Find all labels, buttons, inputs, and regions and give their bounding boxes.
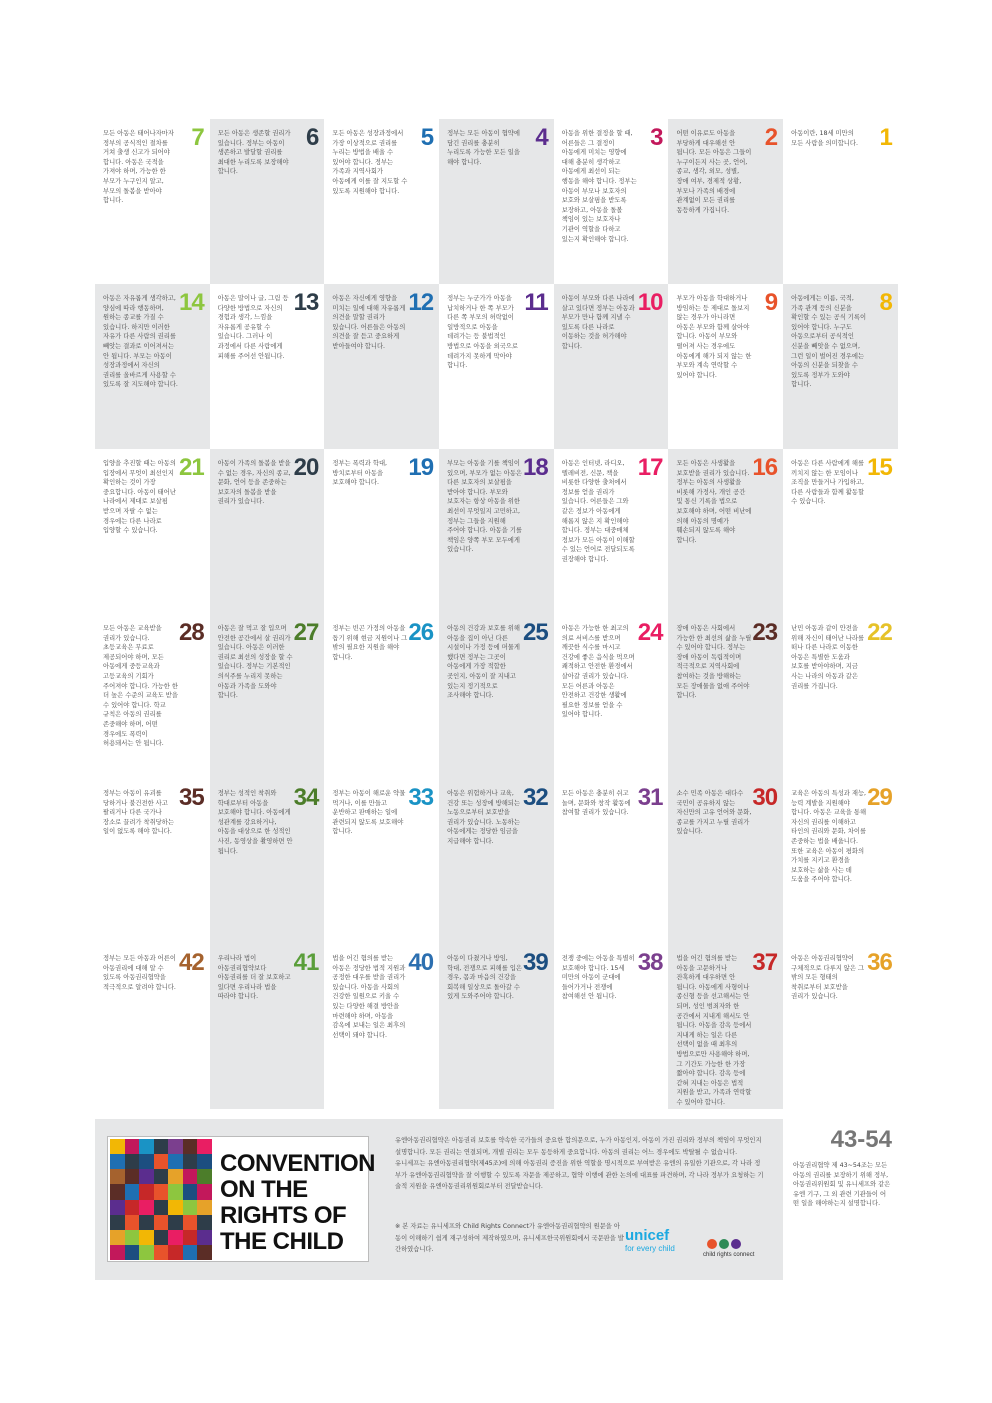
article-text: 아동은 위험하거나 교육, 건강 또는 성장에 방해되는 노동으로부터 보호받을 권리가 있습니다. 노동하는 아동에게는 정당한 임금을 지급해야 합니다. (447, 790, 520, 845)
article-number: 41 (293, 949, 319, 976)
child-rights-connect-logo (703, 1225, 773, 1258)
article-text: 아동이 가족의 돌봄을 받을 수 없는 경우, 자신의 종교, 문화, 언어 등을 존중하는 보호자의 돌봄을 받을 권리가 있습니다. (217, 460, 291, 506)
article-text: 정부는 누군가가 아동을 납치하거나 한 쪽 부모가 다른 쪽 부모의 허락없이 일방적으로 아동을 데려가는 등 불법적인 방법으로 아동을 외국으로 데려가지 못하게 막아야 합니다. (447, 295, 518, 370)
article-cell (554, 779, 669, 944)
article-number: 19 (408, 454, 434, 481)
article-text: 법을 어긴 혐의를 받는 아동은 정당한 법적 지원과 공정한 대우를 받을 권리가 있습니다. 아동을 사회의 건강한 일원으로 키울 수 있는 다양한 해결 방안을 마련해야 하며, 아동을 감옥에 보내는 일은 최후의 선택이 돼야 합니다. (332, 955, 406, 1039)
footer (95, 1119, 898, 1280)
article-number: 30 (752, 784, 778, 811)
article-number: 5 (420, 124, 434, 151)
article-cell (210, 614, 325, 779)
article-number: 38 (637, 949, 663, 976)
article-cell (439, 944, 554, 1109)
article-number: 10 (637, 289, 663, 316)
article-cell (95, 614, 210, 779)
footer-note: ※ 본 자료는 유니세프와 Child Rights Connect가 유엔아동권리협약의 원문을 아동이 이해하기 쉽게 재구성하여 제작하였으며, 유니세프한국위원회에서 국문판을 발간하였습니다. (395, 1223, 624, 1253)
article-number: 16 (752, 454, 778, 481)
article-text: 정부는 폭력과 학대, 방치로부터 아동을 보호해야 합니다. (332, 460, 388, 487)
article-text: 모든 아동은 교육받을 권리가 있습니다. 초등교육은 무료로 제공되어야 하며, 모든 아동에게 중등교육과 고등교육의 기회가 주어져야 합니다. 가능한 한 더 높은 수준의 교육도 받을 수 있어야 합니다. 학교 규칙은 아동의 권리를 존중해야 하며, 어떤 경우에도 폭력이 허용돼서는 안 됩니다. (103, 625, 178, 748)
article-text: 정부는 아동이 해로운 약물 먹거나, 이를 만들고 운반하고 판매하는 일에 관련되지 않도록 보호해야 합니다. (332, 790, 406, 836)
article-cell (95, 449, 210, 614)
article-number: 26 (408, 619, 434, 646)
article-cell (439, 119, 554, 284)
article-text: 정부는 아동이 유괴를 당하거나 불건전한 사고 팔리거나 다른 국가나 장소로 끌려가 착취당하는 일이 없도록 해야 합니다. (103, 790, 174, 836)
article-cell (95, 944, 210, 1109)
article-number: 13 (293, 289, 319, 316)
footer-info-panel (95, 1119, 783, 1280)
article-text: 아동에게는 이름, 국적, 가족 관계 등의 신분을 확인할 수 있는 공식 기록이 있어야 합니다. 누구도 아동으로부터 공식적인 신분을 빼앗을 수 없으며, 그런 일이 벌어진 경우에는 아동의 신분을 되찾을 수 있도록 정부가 도와야 합니다. (791, 295, 867, 389)
articles-range-text: 아동권리협약 제 43~54조는 모든 아동의 권리를 보장하기 위해 정부, 아동권리위원회 및 유니세프와 같은 유엔 기구, 그 외 관련 기관들이 어떤 일을 해야하는지 설명합니다. (793, 1162, 891, 1208)
article-text: 정부는 성적인 착취와 학대로부터 아동을 보호해야 합니다. 아동에게 성관계를 강요하거나, 아동을 대상으로 한 성적인 사진, 동영상을 촬영하면 안 됩니다. (217, 790, 293, 855)
article-number: 15 (867, 454, 892, 481)
article-text: 모든 아동은 성장과정에서 가장 이상적으로 권리를 누리는 방법을 배울 수 있어야 합니다. 정부는 가족과 지역사회가 아동에게 이를 잘 지도할 수 있도록 지원해야 합니다. (332, 130, 408, 195)
article-cell (554, 944, 669, 1109)
article-text: 정부는 모든 아동이 협약에 담긴 권리를 충분히 누리도록 가능한 모든 일을 해야 합니다. (447, 130, 520, 166)
footer-paragraph-2: 유니세프는 유엔아동권리협약(제45조)에 의해 아동권리 증진을 위한 역할을 명시적으로 부여받은 유엔의 유일한 기관으로, 각 나라 정부가 유엔아동권리협약을 잘 이행할 수 있도록 자문을 제공하고, 협약 이행에 관한 논의에 대표를 파견하며, 각 나라 정부가 요청하는 기술적 지원을 유엔아동권리위원회로부터 전달받습니다. (395, 1160, 764, 1190)
article-number: 4 (535, 124, 548, 151)
article-cell (783, 944, 898, 1109)
article-cell (554, 284, 669, 449)
article-cell (439, 284, 554, 449)
article-number: 34 (293, 784, 319, 811)
article-row (95, 779, 898, 944)
article-number: 31 (637, 784, 663, 811)
article-cell (783, 284, 898, 449)
article-text: 부모는 아동을 기를 책임이 있으며, 부모가 없는 아동은 다른 보호자의 보살핌을 받아야 합니다. 부모와 보호자는 항상 아동을 위한 최선이 무엇일지 고민하고, 정부는 그들을 지원해 주어야 합니다. 아동을 기를 책임은 양쪽 부모 모두에게 있습니다. (447, 460, 522, 554)
article-text: 입양을 추진할 때는 아동의 입장에서 무엇이 최선인지 확인하는 것이 가장 중요합니다. 아동이 태어난 나라에서 제대로 보살핌 받으며 자랄 수 없는 경우에는 다른 나라로 입양할 수 있습니다. (103, 460, 176, 535)
article-cell (668, 119, 783, 284)
article-row (95, 944, 898, 1109)
article-cell (783, 449, 898, 614)
unicef-logo (625, 1227, 695, 1253)
article-row (95, 449, 898, 614)
article-row (95, 284, 898, 449)
article-cell (783, 779, 898, 944)
article-cell (324, 614, 439, 779)
article-cell (95, 779, 210, 944)
article-text: 아동의 건강과 보호를 위해 아동을 집이 아닌 다른 시설이나 가정 등에 머물게 했다면 정부는 그곳이 아동에게 가장 적합한 곳인지, 아동이 잘 지내고 있는지 정기적으로 조사해야 합니다. (447, 625, 520, 700)
article-number: 42 (178, 949, 204, 976)
article-cell (668, 284, 783, 449)
article-number: 27 (293, 619, 319, 646)
article-number: 20 (293, 454, 319, 481)
color-mosaic-logo (110, 1139, 212, 1260)
article-text: 아동이란, 18세 미만의 모든 사람을 의미합니다. (791, 130, 858, 147)
article-text: 전쟁 중에는 아동을 특별히 보호해야 합니다. 15세 미만의 아동이 군대에 들어가거나 전쟁에 참여해선 안 됩니다. (561, 955, 635, 1001)
article-row (95, 614, 898, 779)
unicef-tagline: for every child (625, 1244, 675, 1253)
crc-title (220, 1150, 376, 1255)
article-number: 12 (408, 289, 434, 316)
article-number: 22 (867, 619, 892, 646)
crc-title-line: CONVENTION (220, 1150, 376, 1177)
articles-grid (95, 119, 898, 1109)
article-text: 아동을 위한 결정을 할 때, 어른들은 그 결정이 아동에게 미치는 영향에 대해 충분히 생각하고 아동에게 최선이 되는 행동을 해야 합니다. 정부는 아동이 부모나 보호자의 보호와 보살핌을 받도록 보장하고, 아동을 돌볼 책임이 있는 보호자나 기관이 역할을 다하고 있는지 확인해야 합니다. (561, 130, 637, 243)
article-number: 29 (867, 784, 892, 811)
article-text: 아동은 아동권리협약이 구체적으로 다루지 않은 그 밖의 모든 형태의 착취로부터 보호받을 권리가 있습니다. (791, 955, 865, 1001)
article-cell (210, 944, 325, 1109)
article-number: 36 (867, 949, 892, 976)
article-cell (324, 449, 439, 614)
article-cell (324, 119, 439, 284)
article-number: 23 (752, 619, 778, 646)
article-number: 28 (178, 619, 204, 646)
article-cell (324, 944, 439, 1109)
article-cell (210, 119, 325, 284)
article-cell (668, 614, 783, 779)
article-cell (210, 284, 325, 449)
article-text: 장애 아동은 사회에서 가능한 한 최선의 삶을 누릴 수 있어야 합니다. 정부는 장애 아동이 독립적이며 적극적으로 지역사회에 참여하는 것을 방해하는 모든 장애물을 없애 주어야 합니다. (676, 625, 752, 700)
article-text: 정부는 빈곤 가정의 아동을 돕기 위해 현금 지원이나 그 밖의 필요한 지원을 해야 합니다. (332, 625, 408, 661)
article-number: 3 (650, 124, 663, 151)
article-cell (554, 119, 669, 284)
article-number: 33 (408, 784, 434, 811)
article-text: 소수 민족 아동은 대다수 국민이 공유하지 않는 자신만의 고유 언어와 문화, 종교를 가지고 누릴 권리가 있습니다. (676, 790, 752, 836)
article-text: 모든 아동은 생존할 권리가 있습니다. 정부는 아동이 생존하고 발달할 권리를 최대한 누리도록 보장해야 합니다. (217, 130, 291, 176)
article-cell (439, 779, 554, 944)
article-text: 모든 아동은 충분히 쉬고 놀며, 문화와 창작 활동에 참여할 권리가 있습니다. (561, 790, 631, 817)
article-number: 39 (523, 949, 548, 976)
article-number: 24 (637, 619, 663, 646)
article-text: 아동은 말이나 글, 그림 등 다양한 방법으로 자신의 경험과 생각, 느낌을 자유롭게 공유할 수 있습니다. 그러나 이 과정에서 다른 사람에게 피해를 주어선 안됩니다. (217, 295, 289, 360)
article-text: 우리나라 법이 아동권리협약보다 아동권리를 더 잘 보호하고 있다면 우리나라 법을 따라야 합니다. (217, 955, 291, 1001)
article-text: 모든 아동은 사생활을 보호받을 권리가 있습니다. 정부는 아동의 사생활을 비롯해 가정사, 개인 공간 및 통신 기록을 법으로 보호해야 하며, 어떤 비난에 의해 아동의 명예가 훼손되지 않도록 해야 합니다. (676, 460, 752, 544)
article-number: 1 (879, 124, 892, 151)
article-number: 25 (523, 619, 548, 646)
article-text: 아동은 가능한 한 최고의 의료 서비스를 받으며 깨끗한 식수를 마시고 건강에 좋은 음식을 먹으며 쾌적하고 안전한 환경에서 살아갈 권리가 있습니다. 모든 어른과 아동은 안전하고 건강한 생활에 필요한 정보를 얻을 수 있어야 합니다. (561, 625, 635, 719)
article-cell (668, 944, 783, 1109)
article-cell (554, 614, 669, 779)
unicef-name: unicef (625, 1227, 670, 1244)
article-number: 21 (178, 454, 204, 481)
article-number: 40 (408, 949, 434, 976)
article-text: 법을 어긴 혐의를 받는 아동을 고문하거나 잔혹하게 대우하면 안 됩니다. 아동에게 사형이나 종신형 등을 선고해서는 안 되며, 성인 범죄자와 한 공간에서 지내게 해서도 안 됩니다. 아동을 감옥 등에서 지내게 하는 일은 다른 선택이 없을 때 최후의 방법으로만 사용해야 하며, 그 기간도 가능한 한 가장 짧아야 합니다. 감옥 등에 갇혀 지내는 아동은 법적 지원을 받고, 가족과 연락할 수 있어야 합니다. (676, 955, 752, 1106)
article-cell (783, 614, 898, 779)
article-text: 난민 아동과 같이 안전을 위해 자신이 태어난 나라를 떠나 다른 나라로 이동한 아동은 특별한 도움과 보호를 받아야하며, 지금 사는 나라의 아동과 같은 권리를 가집니다. (791, 625, 865, 690)
article-cell (210, 449, 325, 614)
article-text: 아동이 부모와 다른 나라에 살고 있다면 정부는 아동과 부모가 만나 함께 지낼 수 있도록 다른 나라로 이동하는 것을 허가해야 합니다. (561, 295, 635, 350)
article-cell (668, 779, 783, 944)
crc-title-line: THE CHILD (220, 1228, 344, 1255)
crc-title-line: ON THE (220, 1176, 308, 1203)
article-number: 37 (752, 949, 778, 976)
article-text: 교육은 아동의 특성과 재능, 능력 계발을 지원해야 합니다. 아동은 교육을 통해 자신의 권리를 이해하고 타인의 권리와 문화, 차이를 존중하는 법을 배웁니다. 또한 교육은 아동이 평화의 가치를 지키고 환경을 보호하는 삶을 사는 데 도움을 주어야 합니다. (791, 790, 867, 884)
article-number: 32 (523, 784, 548, 811)
footer-description (395, 1135, 765, 1193)
article-text: 아동은 잘 먹고 잘 입으며 안전한 공간에서 살 권리가 있습니다. 아동은 이러한 권리로 최선의 성장을 할 수 있습니다. 정부는 기본적인 의식주를 누리지 못하는 아동과 가족을 도와야 합니다. (217, 625, 293, 700)
article-text: 정부는 모든 아동과 어른이 아동권리에 대해 알 수 있도록 아동권리협약을 적극적으로 알려야 합니다. (103, 955, 176, 991)
articles-range: 43-54 (830, 1126, 892, 1153)
crc-title-line: RIGHTS OF (220, 1202, 347, 1229)
article-cell (554, 449, 669, 614)
article-cell (324, 284, 439, 449)
article-number: 18 (523, 454, 548, 481)
article-number: 35 (178, 784, 204, 811)
article-text: 아동은 인터넷, 라디오, 텔레비전, 신문, 책을 비롯한 다양한 출처에서 정보를 얻을 권리가 있습니다. 어른들은 그와 같은 정보가 아동에게 해롭지 않은 지 확인해야 합니다. 정부는 대중매체 정보가 모든 아동이 이해할 수 있는 언어로 전달되도록 권장해야 합니다. (561, 460, 635, 563)
article-number: 6 (306, 124, 319, 151)
article-cell (439, 614, 554, 779)
article-text: 아동이 다쳤거나 방임, 학대, 전쟁으로 피해를 입은 경우, 몸과 마음의 건강을 회복해 일상으로 돌아갈 수 있게 도와주어야 합니다. (447, 955, 522, 1001)
article-text: 모든 아동은 태어나자마자 정부의 공식적인 절차를 거쳐 출생 신고가 되어야 합니다. 아동은 국적을 가져야 하며, 가능한 한 부모가 누구인지 알고, 부모의 돌봄을 받아야 합니다. (103, 130, 174, 205)
article-number: 2 (764, 124, 778, 151)
article-cell (324, 779, 439, 944)
articles-43-54-panel (783, 1119, 898, 1280)
article-number: 14 (178, 289, 204, 316)
article-number: 11 (524, 289, 548, 316)
article-number: 9 (764, 289, 778, 316)
article-cell (668, 449, 783, 614)
crc-logo-box (107, 1136, 376, 1262)
article-row (95, 119, 898, 284)
crc-org-label: child rights connect (703, 1252, 755, 1258)
crc-dots-icon (703, 1225, 773, 1249)
article-number: 7 (191, 124, 204, 151)
article-cell (95, 119, 210, 284)
article-number: 17 (637, 454, 663, 481)
article-text: 아동은 자신에게 영향을 미치는 일에 대해 자유롭게 의견을 말할 권리가 있습니다. 어른들은 아동의 의견을 잘 듣고 중요하게 받아들여야 합니다. (332, 295, 406, 350)
article-cell (783, 119, 898, 284)
article-cell (210, 779, 325, 944)
article-text: 아동은 자유롭게 생각하고, 양심에 따라 행동하며, 원하는 종교를 가질 수 있습니다. 하지만 이러한 자유가 다른 사람의 권리를 빼앗는 결과로 이어져서는 안 됩니다. 부모는 아동이 성장과정에서 자신의 권리를 올바르게 사용할 수 있도록 잘 지도해야 합니다. (103, 295, 178, 389)
article-cell (95, 284, 210, 449)
article-number: 8 (879, 289, 892, 316)
footer-paragraph-1: 유엔아동권리협약은 아동권리 보호를 약속한 국가들의 중요한 합의문으로, 누가 아동인지, 아동이 가진 권리와 정부의 책임이 무엇인지 설명합니다. 모든 권리는 연결되며, 개별 권리는 모두 동등하게 중요합니다. 아동의 권리는 어느 경우에도 박탈될 수 없습니다. (395, 1137, 762, 1156)
article-text: 어떤 이유로도 아동을 부당하게 대우해선 안 됩니다. 모든 아동은 그들이 누구이든지 사는 곳, 언어, 종교, 생각, 외모, 성별, 장애 여부, 경제적 상황, 부모나 가족의 배경에 관계없이 모든 권리를 동등하게 가집니다. (676, 130, 752, 214)
article-text: 부모가 아동을 학대하거나 방임하는 등 제대로 돌보지 않는 경우가 아니라면 아동은 부모와 함께 살아야 합니다. 아동이 부모와 떨어져 사는 경우에도 아동에게 해가 되지 않는 한 부모와 계속 연락할 수 있어야 합니다. (676, 295, 752, 379)
article-text: 아동은 다른 사람에게 해를 끼치지 않는 한 모임이나 조직을 만들거나 가입하고, 다른 사람들과 함께 활동할 수 있습니다. (791, 460, 865, 506)
article-cell (439, 449, 554, 614)
